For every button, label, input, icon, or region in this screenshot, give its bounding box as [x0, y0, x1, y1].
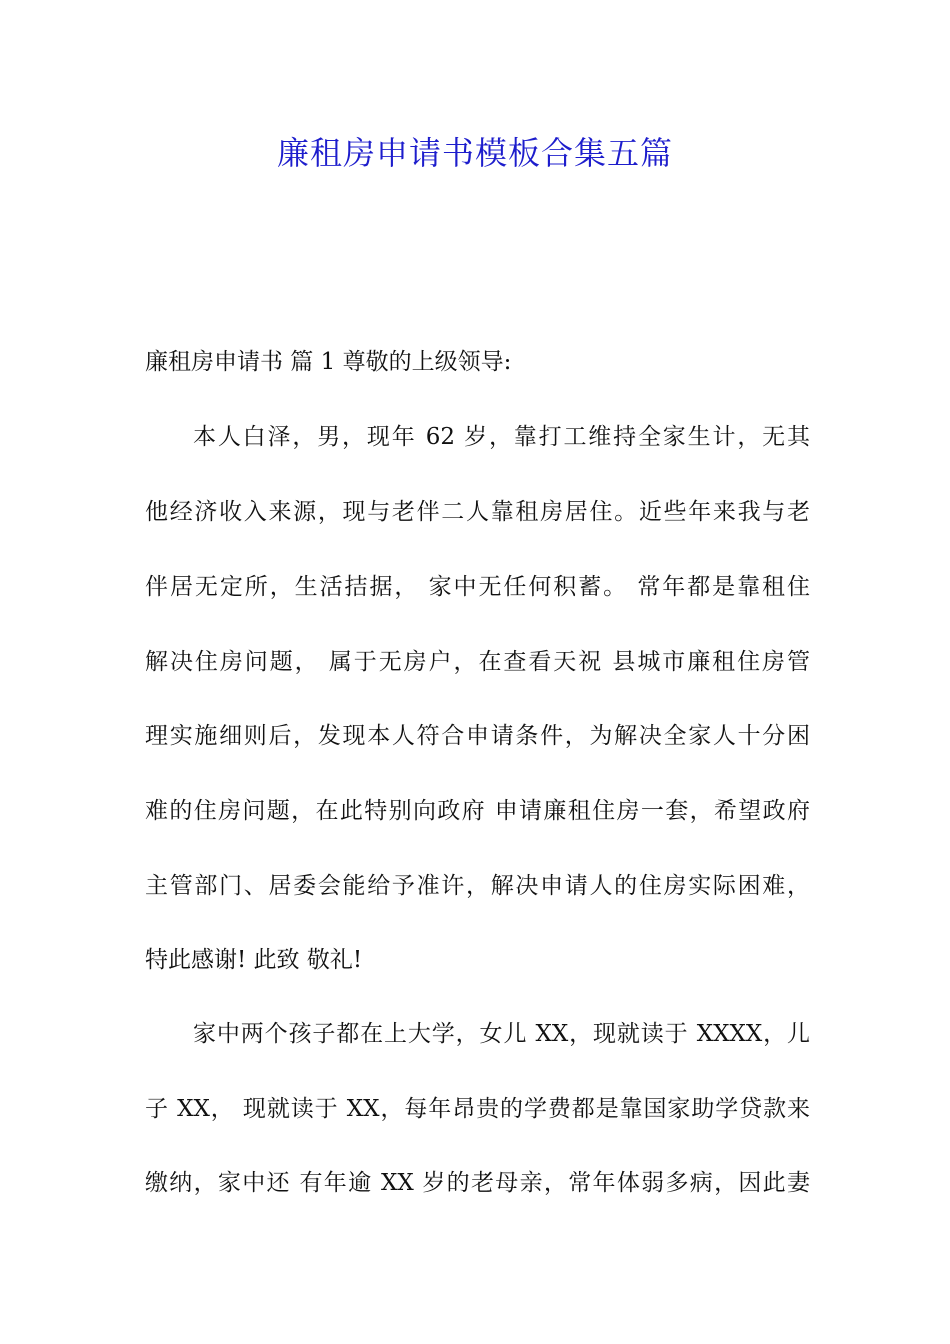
paragraph-line: 特此感谢! 此致 敬礼!: [145, 947, 363, 973]
paragraph-line: 廉租房申请书 篇 1 尊敬的上级领导:: [145, 349, 512, 375]
paragraph-line: 理实施细则后，发现本人符合申请条件，为解决全家人十分困: [145, 723, 810, 749]
document-title: 廉租房申请书模板合集五篇: [276, 134, 673, 172]
paragraph-line: 家中两个孩子都在上大学，女儿 XX，现就读于 XXXX，儿: [193, 1021, 810, 1047]
paragraph-line: 解决住房问题， 属于无房户，在查看天祝 县城市廉租住房管: [145, 649, 810, 675]
paragraph-line: 主管部门、居委会能给予准许，解决申请人的住房实际困难，: [145, 873, 810, 899]
paragraph-line: 缴纳，家中还 有年逾 XX 岁的老母亲，常年体弱多病，因此妻: [145, 1170, 810, 1196]
paragraph-line: 子 XX， 现就读于 XX，每年昂贵的学费都是靠国家助学贷款来: [145, 1096, 810, 1122]
paragraph-line: 本人白泽，男，现年 62 岁，靠打工维持全家生计，无其: [193, 424, 810, 450]
paragraph-line: 难的住房问题，在此特别向政府 申请廉租住房一套，希望政府: [145, 798, 810, 824]
paragraph-line: 伴居无定所，生活拮据， 家中无任何积蓄。 常年都是靠租住: [145, 574, 810, 600]
paragraph-line: 他经济收入来源，现与老伴二人靠租房居住。近些年来我与老: [145, 499, 810, 525]
